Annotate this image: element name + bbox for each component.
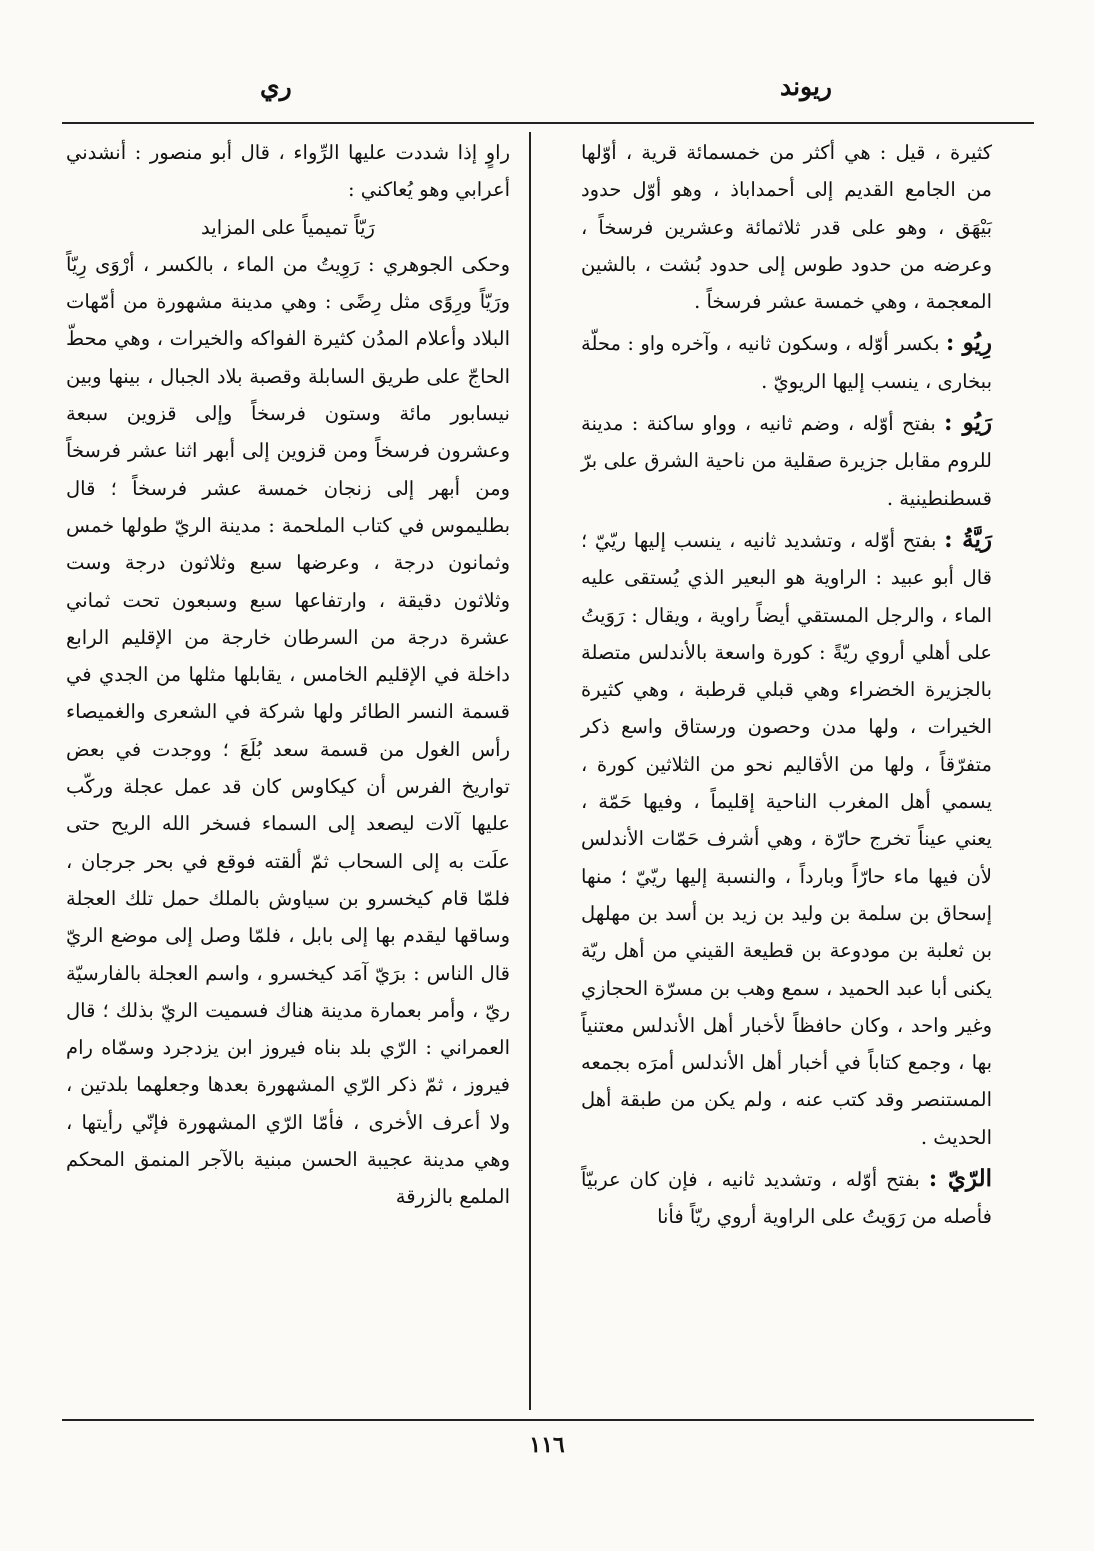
running-header-left: ري	[260, 72, 292, 101]
entry-al-rayy: الرّيّ : بفتح أوّله ، وتشديد ثانيه ، فإن كان عربيّاً فأصله من رَوَيتُ على الراوية أروي ريّاً فأنا	[581, 1165, 993, 1229]
poetry-verse: رَيّاً تميمياً على المزايد	[201, 215, 375, 239]
entry-continuation: راوٍ إذا شددت عليها الرِّواء ، قال أبو منصور : أنشدني أعرابي وهو يُعاكني :	[66, 141, 510, 202]
entry-headword: رِيُو :	[945, 329, 992, 357]
footer-rule	[62, 1419, 1034, 1421]
entry-body: وحكى الجوهري : رَوِيتُ من الماء ، بالكسر ، أرْوَى رِيّاً ورَيّاً ورِوًى مثل رِضًى : وهي مدينة مشهورة من أمّهات البلاد وأعلام المدُن كثيرة الفواكه والخيرات ، وهي محطّ الحاجّ على طريق السابلة وقصبة بلاد الجبال ، بينها وبين نيسابور مائة وستون فرسخاً وإلى قزوين سبعة وعشرون فرسخاً ومن قزوين إلى أبهر اثنا عشر فرسخاً ومن أبهر إلى زنجان خمسة عشر فرسخاً ؛ قال بطليموس في كتاب الملحمة : مدينة الريّ طولها خمس وثمانون درجة ، وعرضها سبع وثلاثون درجة وست وثلاثون دقيقة ، وارتفاعها سبع وسبعون تحت ثماني عشرة درجة من السرطان خارجة من الإقليم الرابع داخلة في الإقليم الخامس ، يقابلها مثلها من الجدي في قسمة النسر الطائر ولها شركة في الشعرى والغميصاء رأس الغول من قسمة سعد بُلَعَ ؛ ووجدت في بعض تواريخ الفرس أن كيكاوس كان قد عمل عجلة وركّب عليها آلات ليصعد إلى السماء فسخر الله الريح حتى علَت به إلى السحاب ثمّ ألقته فوقع في بحر جرجان ، فلمّا قام كيخسرو بن سياوش بالملك حمل تلك العجلة وساقها ليقدم بها إلى بابل ، فلمّا وصل إلى موضع الريّ قال الناس : برَيّ آمَد كيخسرو ، واسم العجلة بالفارسيّة ريّ ، وأمر بعمارة مدينة هناك فسميت الريّ بذلك ؛ قال العمراني : الرّي بلد بناه فيروز ابن يزدجرد وسمّاه رام فيروز ، ثمّ ذكر الرّي المشهورة بعدها وجعلهما بلدتين ، ولا أعرف الأخرى ، فأمّا الرّي المشهورة فإنّي رأيتها ، وهي مدينة عجيبة الحسن مبنية بالآجر المنمق المحكم الملمع بالزرقة	[66, 252, 510, 1209]
entry-continuation: كثيرة ، قيل : هي أكثر من خمسمائة قرية ، أوّلها من الجامع القديم إلى أحمداباذ ، وهو أوّل حدود بَيْهَق ، وهو على قدر ثلاثمائة وعشرين فرسخاً ، وعرضه من حدود طوس إلى حدود بُشت ، بالشين المعجمة ، وهي خمسة عشر فرسخاً .	[581, 141, 992, 314]
entry-headword: رَيُو :	[944, 409, 992, 437]
entry-riyu: رِيُو : بكسر أوّله ، وسكون ثانيه ، وآخره واو : محلّة ببخارى ، ينسب إليها الريويّ .	[581, 329, 992, 393]
entry-rayya: رَيَّةُ : بفتح أوّله ، وتشديد ثانيه ، ينسب إليها ريّيّ ؛ قال أبو عبيد : الراوية هو البعير الذي يُستقى عليه الماء ، والرجل المستقي أيضاً راوية ، ويقال : رَوَيتُ على أهلي أروي ريّةً : كورة واسعة بالأندلس متصلة بالجزيرة الخضراء وهي قبلي قرطبة ، وهي كثيرة الخيرات ، ولها مدن وحصون ورستاق واسع ذكر متفرّقاً ، ولها من الأقاليم نحو من الثلاثين كورة ، يسمي أهل المغرب الناحية إقليماً ، وفيها حَمّة ، يعني عيناً تخرج حارّة ، وهي أشرف حَمّات الأندلس لأن فيها ماء حارّاً وبارداً ، والنسبة إليها ريّيّ ؛ منها إسحاق بن سلمة بن وليد بن زيد بن أسد بن مهلهل بن ثعلبة بن مودوعة بن قطيعة القيني من أهل ريّة يكنى أبا عبد الحميد ، سمع وهب بن مسرّة الحجازي وغير واحد ، وكان حافظاً لأخبار أهل الأندلس معتنياً بها ، وجمع كتاباً في أخبار أهل الأندلس أمرَه بجمعه المستنصر وقد كتب عنه ، ولم يكن من طبقة أهل الحديث .	[581, 525, 992, 1149]
running-header-right: ريوند	[779, 72, 832, 101]
page-number: ١١٦	[529, 1432, 565, 1458]
left-column	[66, 134, 510, 1216]
header-rule	[62, 122, 1034, 124]
entry-headword: الرّيّ :	[928, 1165, 993, 1193]
entry-rayu: رَيُو : بفتح أوّله ، وضم ثانيه ، وواو ساكنة : مدينة للروم مقابل جزيرة صقلية من ناحية الشرق على برّ قسطنطينية .	[581, 409, 992, 510]
right-column	[581, 134, 992, 1236]
column-divider	[529, 132, 531, 1410]
entry-headword: رَيَّةُ :	[944, 525, 992, 553]
